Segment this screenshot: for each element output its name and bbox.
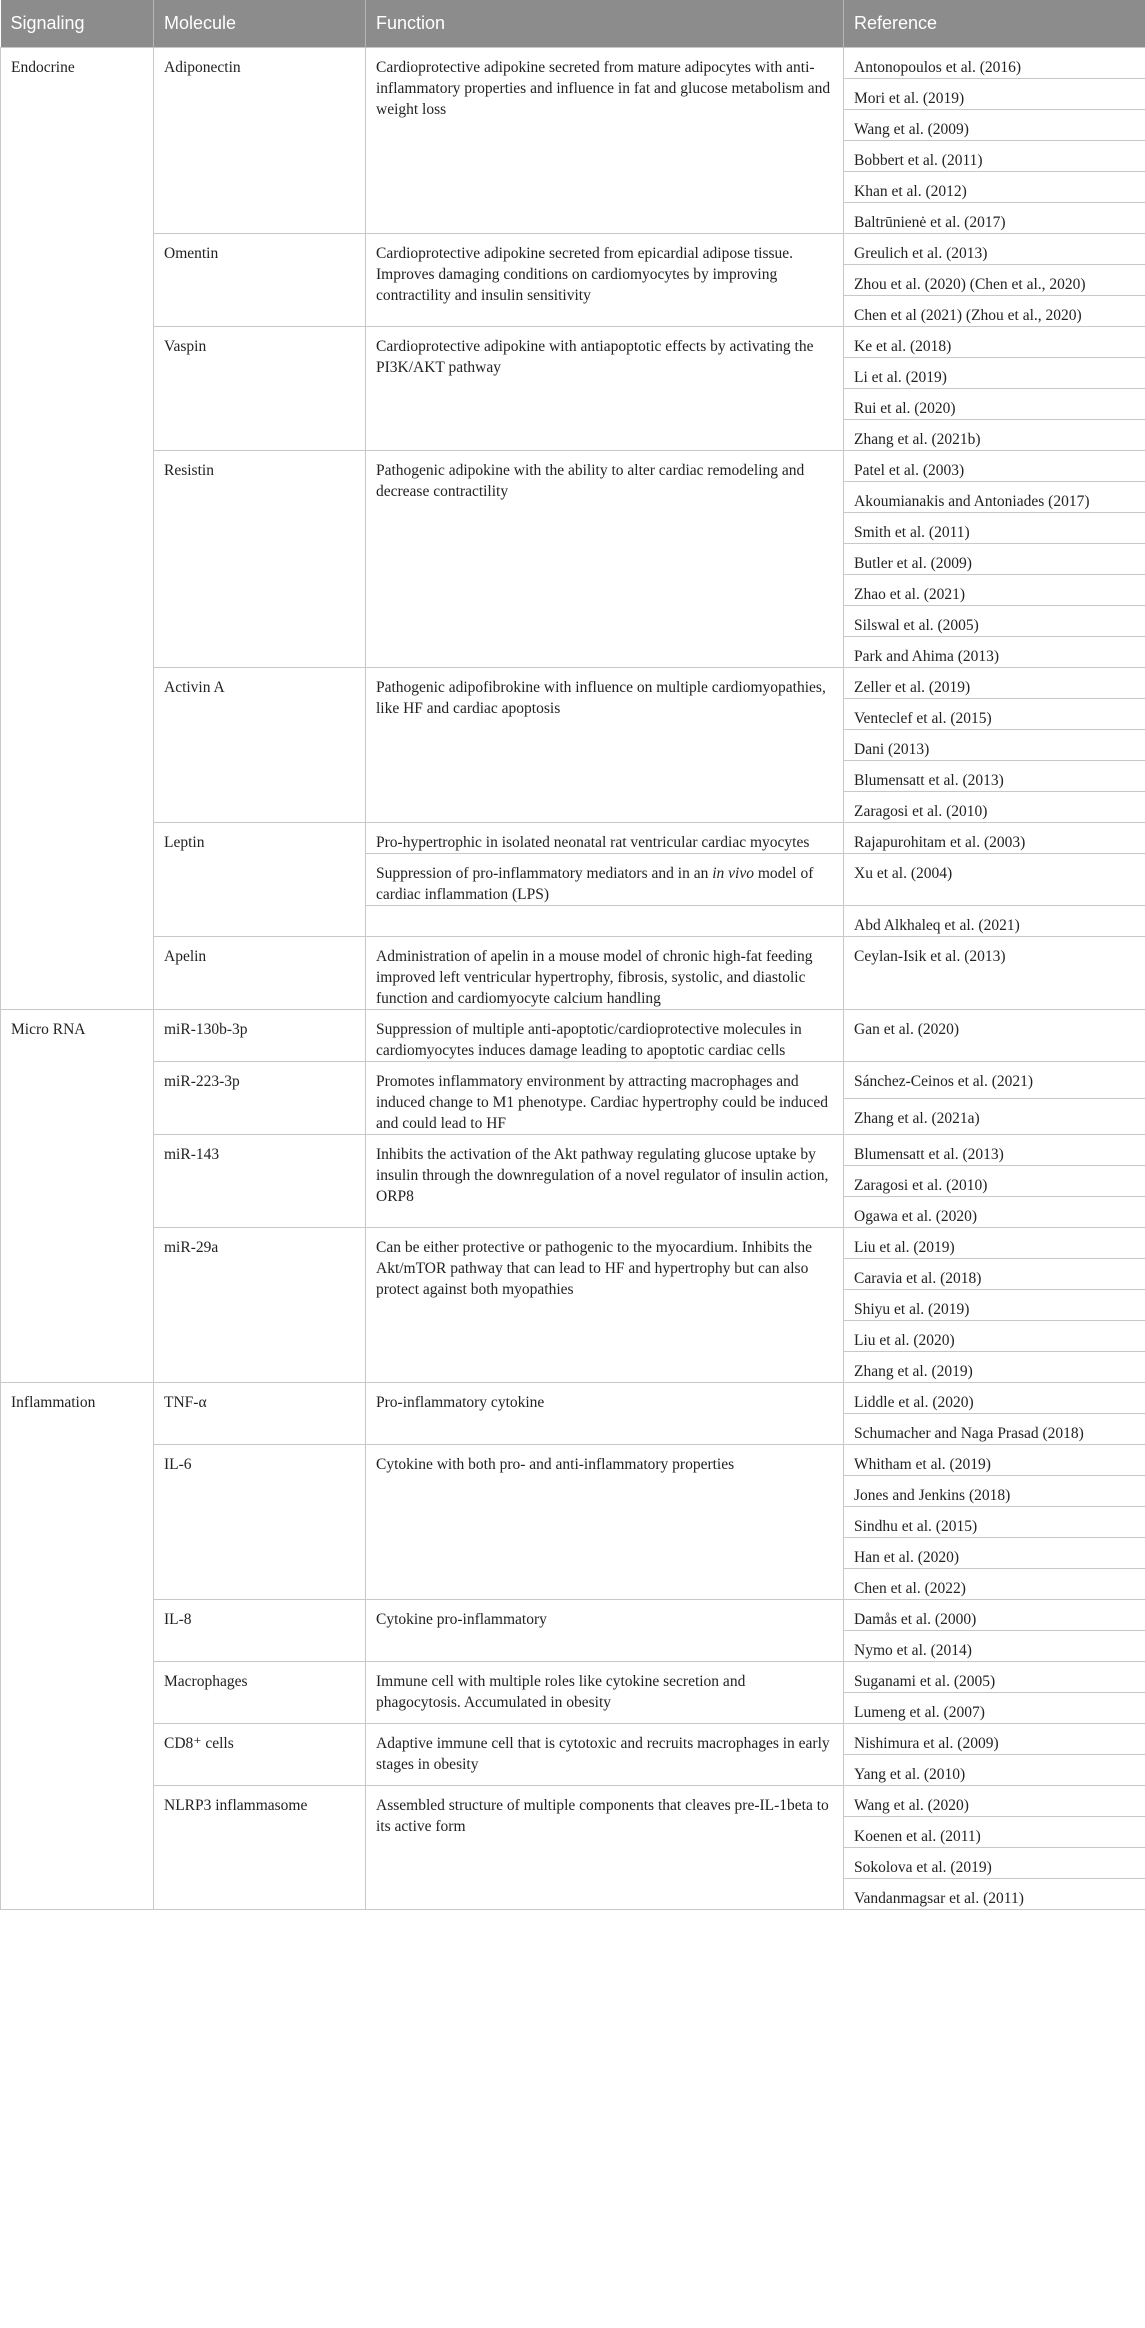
reference-cell: Baltrūnienė et al. (2017) bbox=[844, 203, 1145, 234]
reference-cell: Whitham et al. (2019) bbox=[844, 1445, 1145, 1476]
reference-cell: Park and Ahima (2013) bbox=[844, 637, 1145, 668]
reference-cell: Schumacher and Naga Prasad (2018) bbox=[844, 1414, 1145, 1445]
reference-cell: Shiyu et al. (2019) bbox=[844, 1290, 1145, 1321]
reference-cell: Sánchez-Ceinos et al. (2021) bbox=[844, 1062, 1145, 1099]
function-cell: Cardioprotective adipokine secreted from mature adipocytes with anti-inflammatory properties and influence in fat and glucose metabolism and weight loss bbox=[366, 48, 844, 234]
function-cell: Assembled structure of multiple components that cleaves pre-IL-1beta to its active form bbox=[366, 1786, 844, 1910]
function-emphasis: in vivo bbox=[712, 865, 754, 882]
molecule-cell: Activin A bbox=[154, 668, 366, 823]
reference-cell: Ke et al. (2018) bbox=[844, 327, 1145, 358]
table-row bbox=[1, 1010, 1145, 1062]
molecule-cell: IL-6 bbox=[154, 1445, 366, 1600]
reference-cell: Suganami et al. (2005) bbox=[844, 1662, 1145, 1693]
reference-cell: Khan et al. (2012) bbox=[844, 172, 1145, 203]
table-row bbox=[1, 937, 1145, 1010]
table-row bbox=[1, 1786, 1145, 1817]
table-row bbox=[1, 1135, 1145, 1166]
table-row bbox=[1, 451, 1145, 482]
reference-cell: Blumensatt et al. (2013) bbox=[844, 1135, 1145, 1166]
molecule-cell: IL-8 bbox=[154, 1600, 366, 1662]
reference-cell: Zaragosi et al. (2010) bbox=[844, 1166, 1145, 1197]
reference-cell: Wang et al. (2009) bbox=[844, 110, 1145, 141]
reference-cell: Butler et al. (2009) bbox=[844, 544, 1145, 575]
function-cell: Pro-hypertrophic in isolated neonatal rat ventricular cardiac myocytes bbox=[366, 823, 844, 854]
reference-cell: Vandanmagsar et al. (2011) bbox=[844, 1879, 1145, 1910]
function-cell: Cytokine with both pro- and anti-inflammatory properties bbox=[366, 1445, 844, 1600]
molecule-cell: miR-223-3p bbox=[154, 1062, 366, 1135]
reference-cell: Zeller et al. (2019) bbox=[844, 668, 1145, 699]
reference-cell: Han et al. (2020) bbox=[844, 1538, 1145, 1569]
header-function: Function bbox=[366, 0, 844, 48]
table-row bbox=[1, 1383, 1145, 1414]
reference-cell: Chen et al. (2022) bbox=[844, 1569, 1145, 1600]
reference-cell: Li et al. (2019) bbox=[844, 358, 1145, 389]
table-row bbox=[1, 1662, 1145, 1693]
function-cell: Pathogenic adipofibrokine with influence on multiple cardiomyopathies, like HF and cardiac apoptosis bbox=[366, 668, 844, 823]
function-cell: Immune cell with multiple roles like cytokine secretion and phagocytosis. Accumulated in obesity bbox=[366, 1662, 844, 1724]
table-row bbox=[1, 48, 1145, 79]
reference-cell: Jones and Jenkins (2018) bbox=[844, 1476, 1145, 1507]
reference-cell: Caravia et al. (2018) bbox=[844, 1259, 1145, 1290]
reference-cell: Liu et al. (2019) bbox=[844, 1228, 1145, 1259]
function-cell: Cardioprotective adipokine secreted from epicardial adipose tissue. Improves damaging conditions on cardiomyocytes by improving contractility and insulin sensitivity bbox=[366, 234, 844, 327]
reference-cell: Akoumianakis and Antoniades (2017) bbox=[844, 482, 1145, 513]
reference-cell: Nishimura et al. (2009) bbox=[844, 1724, 1145, 1755]
table-row bbox=[1, 1062, 1145, 1099]
function-cell: Pro-inflammatory cytokine bbox=[366, 1383, 844, 1445]
reference-cell: Lumeng et al. (2007) bbox=[844, 1693, 1145, 1724]
table-row bbox=[1, 1445, 1145, 1476]
reference-cell: Blumensatt et al. (2013) bbox=[844, 761, 1145, 792]
reference-cell: Silswal et al. (2005) bbox=[844, 606, 1145, 637]
molecule-cell: Leptin bbox=[154, 823, 366, 937]
molecule-cell: Vaspin bbox=[154, 327, 366, 451]
header-molecule: Molecule bbox=[154, 0, 366, 48]
molecule-cell: miR-143 bbox=[154, 1135, 366, 1228]
reference-cell: Zhou et al. (2020) (Chen et al., 2020) bbox=[844, 265, 1145, 296]
reference-cell: Greulich et al. (2013) bbox=[844, 234, 1145, 265]
molecule-cell: Adiponectin bbox=[154, 48, 366, 234]
reference-cell: Yang et al. (2010) bbox=[844, 1755, 1145, 1786]
table-row bbox=[1, 327, 1145, 358]
reference-cell: Venteclef et al. (2015) bbox=[844, 699, 1145, 730]
reference-cell: Bobbert et al. (2011) bbox=[844, 141, 1145, 172]
molecule-cell: miR-29a bbox=[154, 1228, 366, 1383]
function-cell: Administration of apelin in a mouse model of chronic high-fat feeding improved left ventricular hypertrophy, fibrosis, systolic, and diastolic function and cardiomyocyte calcium handling bbox=[366, 937, 844, 1010]
header-signaling: Signaling bbox=[1, 0, 154, 48]
function-cell bbox=[366, 906, 844, 937]
reference-cell: Zaragosi et al. (2010) bbox=[844, 792, 1145, 823]
reference-cell: Patel et al. (2003) bbox=[844, 451, 1145, 482]
molecule-cell: TNF-α bbox=[154, 1383, 366, 1445]
reference-cell: Liu et al. (2020) bbox=[844, 1321, 1145, 1352]
function-cell: Adaptive immune cell that is cytotoxic and recruits macrophages in early stages in obesity bbox=[366, 1724, 844, 1786]
reference-cell: Liddle et al. (2020) bbox=[844, 1383, 1145, 1414]
reference-cell: Antonopoulos et al. (2016) bbox=[844, 48, 1145, 79]
table-row bbox=[1, 823, 1145, 854]
molecule-cell: Macrophages bbox=[154, 1662, 366, 1724]
molecule-cell: Apelin bbox=[154, 937, 366, 1010]
function-cell: Cardioprotective adipokine with antiapoptotic effects by activating the PI3K/AKT pathway bbox=[366, 327, 844, 451]
table-row bbox=[1, 1600, 1145, 1631]
signaling-cell: Micro RNA bbox=[1, 1010, 154, 1383]
reference-cell: Xu et al. (2004) bbox=[844, 854, 1145, 906]
reference-cell: Zhang et al. (2021b) bbox=[844, 420, 1145, 451]
reference-cell: Dani (2013) bbox=[844, 730, 1145, 761]
reference-cell: Sokolova et al. (2019) bbox=[844, 1848, 1145, 1879]
molecule-cell: NLRP3 inflammasome bbox=[154, 1786, 366, 1910]
reference-cell: Damås et al. (2000) bbox=[844, 1600, 1145, 1631]
reference-cell: Zhang et al. (2021a) bbox=[844, 1098, 1145, 1135]
reference-cell: Koenen et al. (2011) bbox=[844, 1817, 1145, 1848]
header-row bbox=[1, 0, 1145, 48]
function-text: model of cardiac inflammation (LPS) bbox=[376, 865, 814, 903]
table-row bbox=[1, 234, 1145, 265]
reference-cell: Zhang et al. (2019) bbox=[844, 1352, 1145, 1383]
function-cell: Inhibits the activation of the Akt pathway regulating glucose uptake by insulin through the downregulation of a novel regulator of insulin action, ORP8 bbox=[366, 1135, 844, 1228]
reference-cell: Chen et al (2021) (Zhou et al., 2020) bbox=[844, 296, 1145, 327]
table-header bbox=[1, 0, 1145, 48]
signaling-cell: Inflammation bbox=[1, 1383, 154, 1910]
reference-cell: Nymo et al. (2014) bbox=[844, 1631, 1145, 1662]
table-row bbox=[1, 1228, 1145, 1259]
signaling-cell: Endocrine bbox=[1, 48, 154, 1010]
function-cell bbox=[366, 854, 844, 906]
reference-cell: Wang et al. (2020) bbox=[844, 1786, 1145, 1817]
molecule-cell: Omentin bbox=[154, 234, 366, 327]
header-reference: Reference bbox=[844, 0, 1145, 48]
function-cell: Promotes inflammatory environment by attracting macrophages and induced change to M1 phenotype. Cardiac hypertrophy could be induced and could lead to HF bbox=[366, 1062, 844, 1135]
function-cell: Can be either protective or pathogenic to the myocardium. Inhibits the Akt/mTOR pathway that can lead to HF and hypertrophy but can also protect against both myopathies bbox=[366, 1228, 844, 1383]
reference-cell: Ogawa et al. (2020) bbox=[844, 1197, 1145, 1228]
reference-cell: Smith et al. (2011) bbox=[844, 513, 1145, 544]
table-row bbox=[1, 1724, 1145, 1755]
function-cell: Suppression of multiple anti-apoptotic/cardioprotective molecules in cardiomyocytes induces damage leading to apoptotic cardiac cells bbox=[366, 1010, 844, 1062]
reference-cell: Rui et al. (2020) bbox=[844, 389, 1145, 420]
reference-cell: Mori et al. (2019) bbox=[844, 79, 1145, 110]
function-text: Suppression of pro-inflammatory mediators and in an bbox=[376, 865, 713, 882]
reference-cell: Zhao et al. (2021) bbox=[844, 575, 1145, 606]
molecule-cell: miR-130b-3p bbox=[154, 1010, 366, 1062]
molecule-cell: Resistin bbox=[154, 451, 366, 668]
function-cell: Cytokine pro-inflammatory bbox=[366, 1600, 844, 1662]
molecule-cell: CD8⁺ cells bbox=[154, 1724, 366, 1786]
function-cell: Pathogenic adipokine with the ability to alter cardiac remodeling and decrease contractility bbox=[366, 451, 844, 668]
table-row bbox=[1, 668, 1145, 699]
reference-cell: Ceylan-Isik et al. (2013) bbox=[844, 937, 1145, 1010]
reference-cell: Abd Alkhaleq et al. (2021) bbox=[844, 906, 1145, 937]
reference-cell: Rajapurohitam et al. (2003) bbox=[844, 823, 1145, 854]
table-body bbox=[1, 48, 1145, 1910]
reference-cell: Sindhu et al. (2015) bbox=[844, 1507, 1145, 1538]
reference-cell: Gan et al. (2020) bbox=[844, 1010, 1145, 1062]
